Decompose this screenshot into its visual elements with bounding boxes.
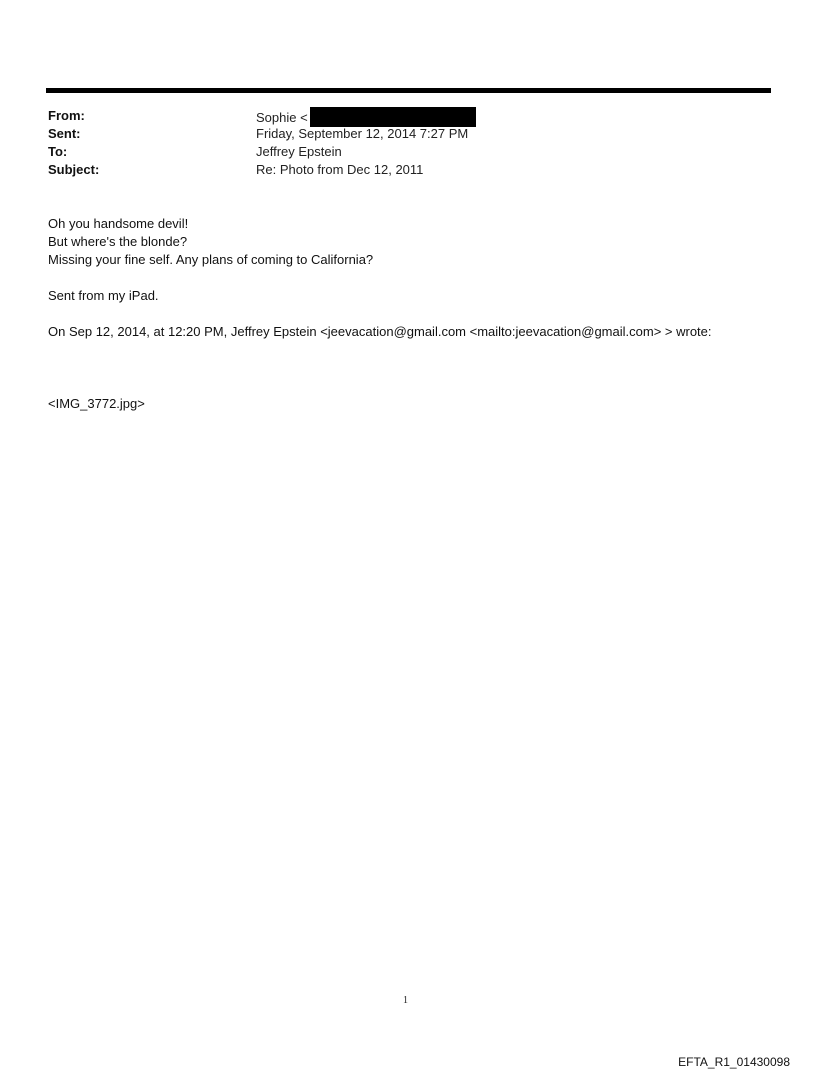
from-value — [256, 107, 476, 127]
subject-value: Re: Photo from Dec 12, 2011 — [256, 162, 424, 177]
signature-line: Sent from my iPad. — [48, 288, 159, 303]
to-value: Jeffrey Epstein — [256, 144, 342, 159]
from-label: From: — [48, 108, 85, 123]
redaction-box — [310, 107, 476, 127]
to-label: To: — [48, 144, 68, 159]
quote-intro: On Sep 12, 2014, at 12:20 PM, Jeffrey Epstein <jeevacation@gmail.com <mailto:jeevacation@gmail.com> > wrote: — [48, 324, 712, 339]
body-line: But where's the blonde? — [48, 234, 188, 249]
body-line: Oh you handsome devil! — [48, 216, 189, 231]
header-divider — [46, 88, 771, 93]
from-sender: Sophie < — [256, 110, 308, 125]
page-number: 1 — [403, 995, 408, 1006]
attachment-name: <IMG_3772.jpg> — [48, 396, 145, 411]
body-line: Missing your fine self. Any plans of coming to California? — [48, 252, 374, 267]
sent-value: Friday, September 12, 2014 7:27 PM — [256, 126, 469, 141]
bates-number: EFTA_R1_01430098 — [678, 1055, 790, 1069]
subject-label: Subject: — [48, 162, 100, 177]
sent-label: Sent: — [48, 126, 81, 141]
